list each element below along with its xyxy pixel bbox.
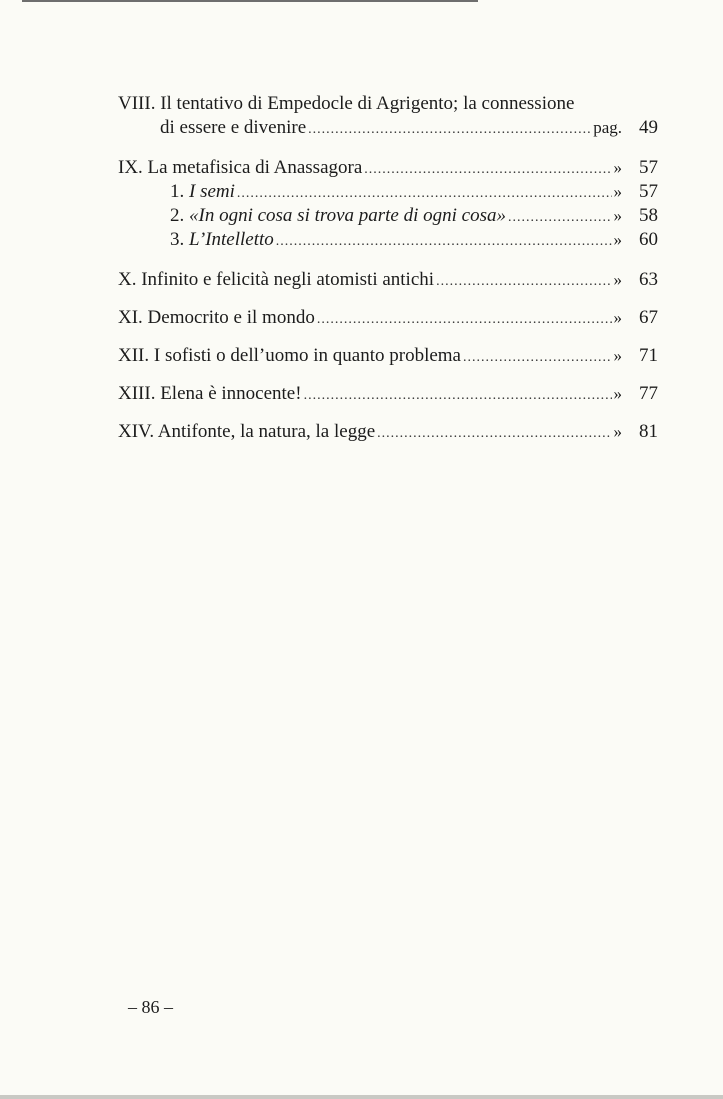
dot-leader bbox=[276, 230, 612, 254]
table-of-contents bbox=[118, 92, 658, 444]
toc-subentry-9-1 bbox=[118, 180, 658, 204]
dot-leader bbox=[304, 384, 612, 408]
toc-entry-9 bbox=[118, 156, 658, 180]
toc-entry-title: IX. La metafisica di Anassagora bbox=[118, 157, 363, 178]
page-number: 60 bbox=[639, 229, 658, 250]
dot-leader bbox=[317, 308, 612, 332]
dot-leader bbox=[364, 158, 611, 182]
ditto-marker: » bbox=[613, 346, 622, 365]
toc-entry-11 bbox=[118, 306, 658, 330]
page-number: 57 bbox=[639, 181, 658, 202]
bottom-edge-shadow bbox=[0, 1095, 723, 1099]
page-number: 77 bbox=[639, 383, 658, 404]
dot-leader bbox=[237, 182, 612, 206]
page-folio-number: – 86 – bbox=[128, 997, 173, 1017]
toc-subentry-9-2 bbox=[118, 204, 658, 228]
toc-entry-title: XI. Democrito e il mondo bbox=[118, 307, 315, 328]
top-border-line bbox=[22, 0, 478, 2]
ditto-marker: » bbox=[613, 206, 622, 225]
subentry-title: «In ogni cosa si trova parte di ogni cosa» bbox=[189, 205, 506, 226]
page-number: 63 bbox=[639, 269, 658, 290]
toc-entry-title: X. Infinito e felicità negli atomisti antichi bbox=[118, 269, 435, 290]
subentry-number: 1. bbox=[170, 181, 185, 202]
dot-leader bbox=[508, 206, 612, 230]
page-number: 67 bbox=[639, 307, 658, 328]
toc-entry-13 bbox=[118, 382, 658, 406]
ditto-marker: » bbox=[613, 182, 622, 201]
page-number: 49 bbox=[639, 117, 658, 138]
subentry-number: 2. bbox=[170, 205, 185, 226]
ditto-marker: » bbox=[613, 270, 622, 289]
toc-entry-10 bbox=[118, 268, 658, 292]
page-number: 58 bbox=[639, 205, 658, 226]
toc-subentry-9-3 bbox=[118, 228, 658, 252]
toc-entry-title: XII. I sofisti o dell’uomo in quanto problema bbox=[118, 345, 461, 366]
dot-leader bbox=[308, 118, 591, 142]
toc-entry-12 bbox=[118, 344, 658, 368]
subentry-title: L’Intelletto bbox=[189, 229, 274, 250]
page-number: 57 bbox=[639, 157, 658, 178]
toc-entry-title: XIII. Elena è innocente! bbox=[118, 383, 302, 404]
ditto-marker: » bbox=[613, 158, 622, 177]
ditto-marker: » bbox=[613, 422, 622, 441]
toc-entry-8-line1: VIII. Il tentativo di Empedocle di Agrigento; la connessione bbox=[118, 93, 575, 114]
page-number: 71 bbox=[639, 345, 658, 366]
toc-entry-title: XIV. Antifonte, la natura, la legge bbox=[118, 421, 376, 442]
dot-leader bbox=[436, 270, 611, 294]
dot-leader bbox=[463, 346, 612, 370]
subentry-title: I semi bbox=[189, 181, 235, 202]
ditto-marker: » bbox=[613, 384, 622, 403]
page-marker: pag. bbox=[593, 118, 622, 137]
page-number: 81 bbox=[639, 421, 658, 442]
dot-leader bbox=[377, 422, 611, 446]
toc-entry-8-title-cont: di essere e divenire bbox=[160, 117, 307, 138]
ditto-marker: » bbox=[613, 230, 622, 249]
toc-entry-14 bbox=[118, 420, 658, 444]
subentry-number: 3. bbox=[170, 229, 185, 250]
ditto-marker: » bbox=[613, 308, 622, 327]
toc-entry-8-line2 bbox=[118, 116, 658, 140]
